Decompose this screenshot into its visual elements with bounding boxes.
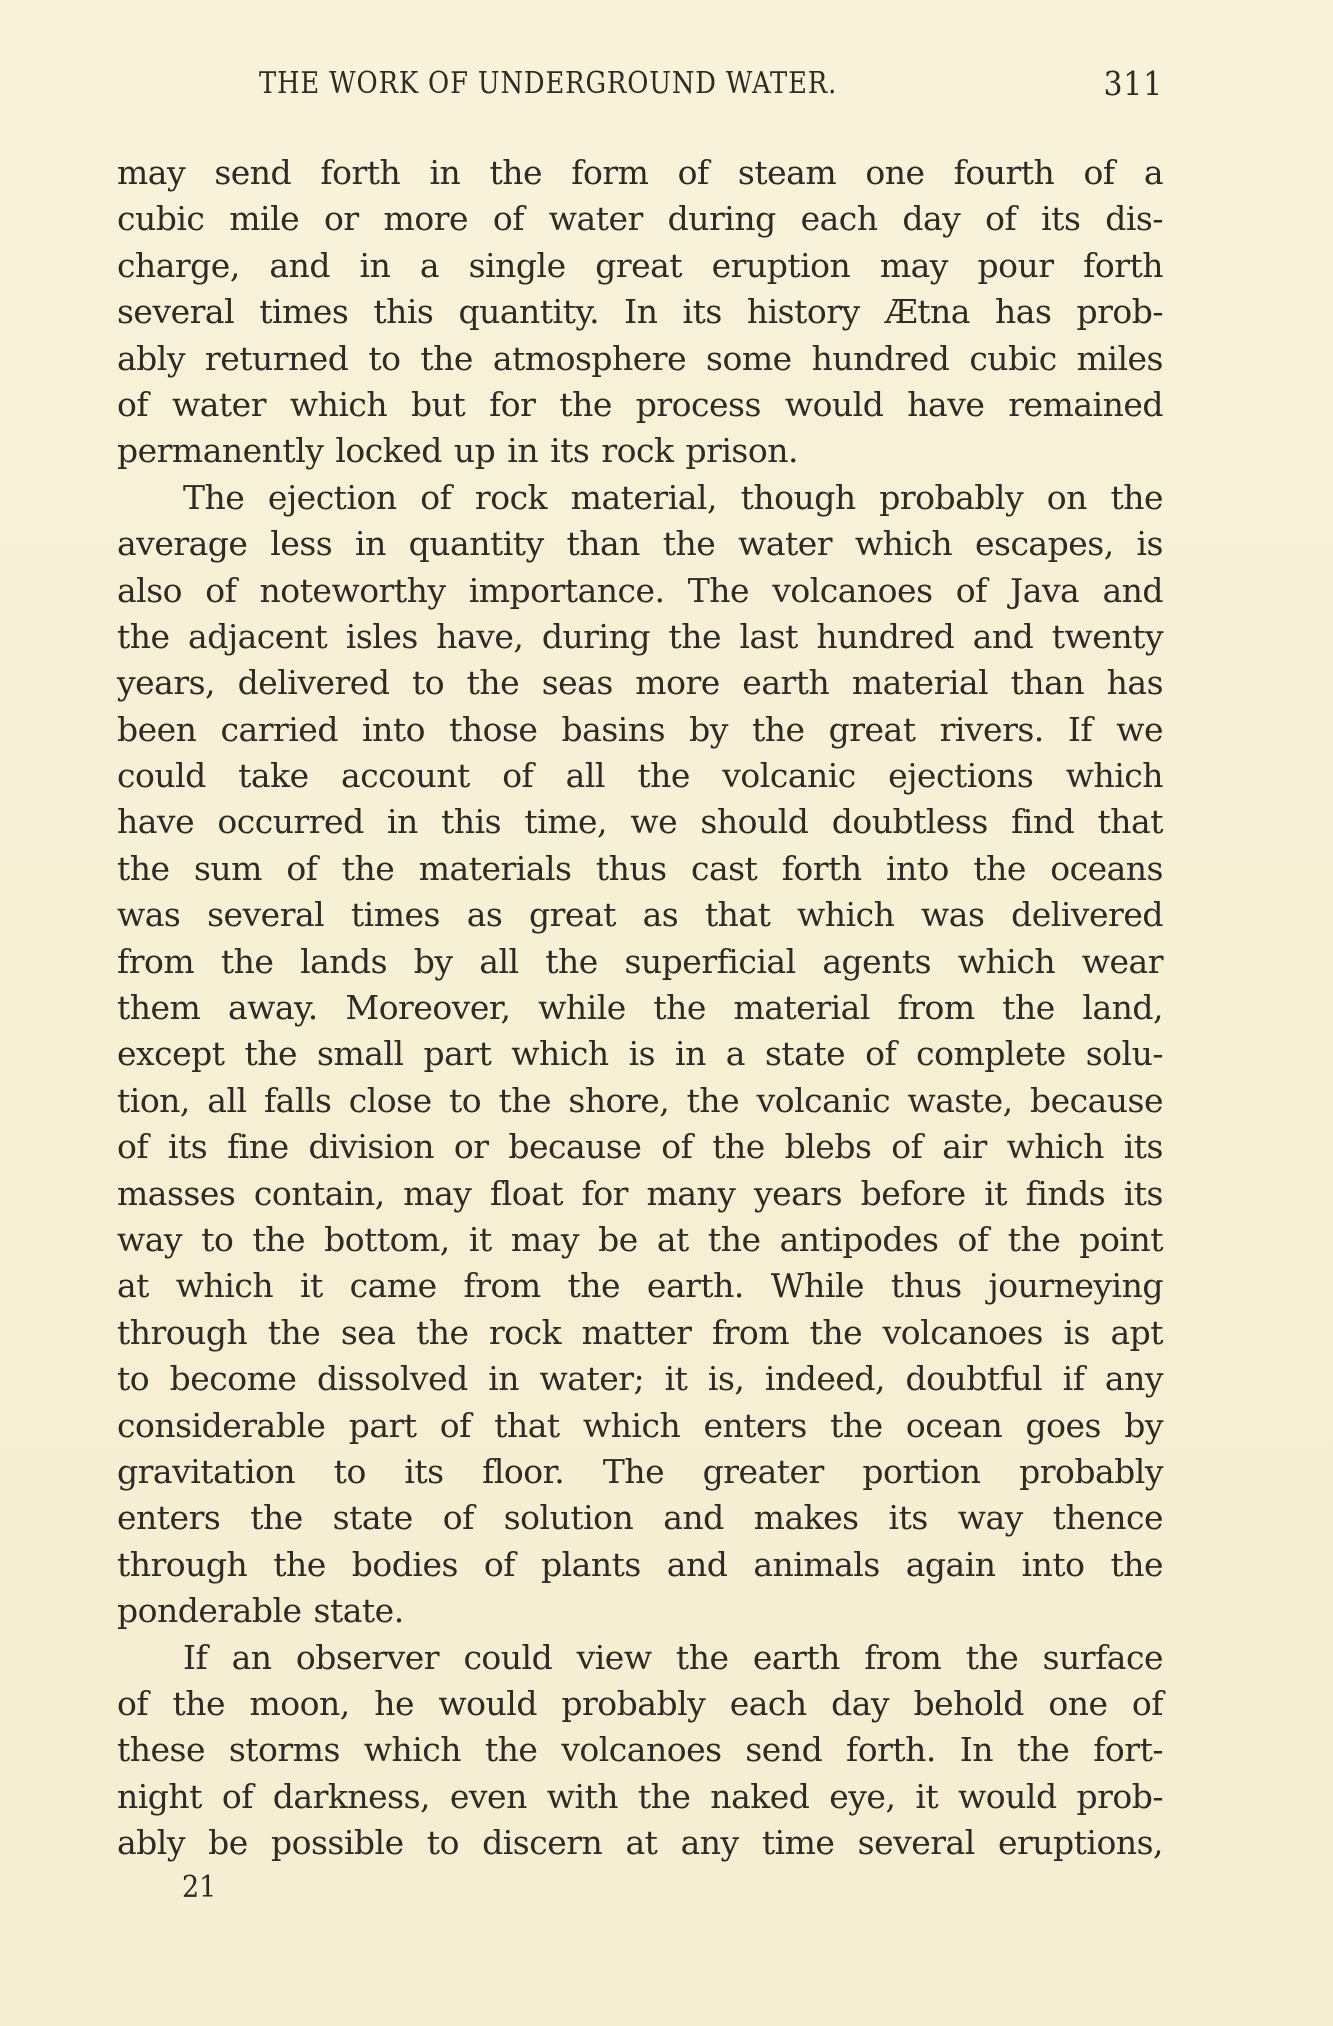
text-line: these storms which the volcanoes send forth. In the fort-	[117, 1730, 1163, 1770]
text-line: from the lands by all the superficial agents which wear	[117, 941, 1163, 981]
text-line: been carried into those basins by the great rivers. If we	[117, 709, 1163, 749]
text-line: to become dissolved in water; it is, indeed, doubtful if any	[117, 1359, 1163, 1399]
text-line: at which it came from the earth. While thus journeying	[117, 1266, 1163, 1306]
page-number: 311	[1103, 64, 1163, 103]
text-line: of its fine division or because of the blebs of air which its	[117, 1127, 1163, 1167]
text-line: ably returned to the atmosphere some hundred cubic miles	[117, 338, 1163, 378]
text-line: through the sea the rock matter from the volcanoes is apt	[117, 1312, 1163, 1352]
text-line: tion, all falls close to the shore, the volcanic waste, because	[117, 1080, 1163, 1120]
signature-mark: 21	[182, 1870, 217, 1905]
text-line: could take account of all the volcanic ejections which	[117, 756, 1163, 796]
text-line: several times this quantity. In its history Ætna has prob-	[117, 292, 1163, 332]
running-head	[117, 66, 1163, 106]
text-line: gravitation to its floor. The greater portion probably	[117, 1451, 1163, 1491]
text-line: the sum of the materials thus cast forth into the oceans	[117, 848, 1163, 888]
text-line: cubic mile or more of water during each day of its dis-	[117, 199, 1163, 239]
text-line: charge, and in a single great eruption may pour forth	[117, 245, 1163, 285]
text-line: ably be possible to discern at any time several eruptions,	[117, 1823, 1163, 1863]
text-line: the adjacent isles have, during the last hundred and twenty	[117, 616, 1163, 656]
text-line: permanently locked up in its rock prison.	[117, 431, 798, 471]
text-line: through the bodies of plants and animals again into the	[117, 1544, 1163, 1584]
running-title: THE WORK OF UNDERGROUND WATER.	[259, 66, 838, 101]
text-line: masses contain, may float for many years before it finds its	[117, 1173, 1163, 1213]
paragraph-start-line: The ejection of rock material, though probably on the	[183, 477, 1163, 517]
text-line: have occurred in this time, we should doubtless find that	[117, 802, 1163, 842]
text-line: was several times as great as that which was delivered	[117, 895, 1163, 935]
text-line: except the small part which is in a state of complete solu-	[117, 1034, 1163, 1074]
text-line: considerable part of that which enters the ocean goes by	[117, 1405, 1163, 1445]
body-text	[117, 150, 1163, 1866]
text-line: ponderable state.	[117, 1591, 404, 1631]
text-line: also of noteworthy importance. The volcanoes of Java and	[117, 570, 1163, 610]
paragraph-start-line: If an observer could view the earth from the surface	[183, 1637, 1163, 1677]
text-line: average less in quantity than the water which escapes, is	[117, 524, 1163, 564]
text-line: may send forth in the form of steam one fourth of a	[117, 153, 1163, 192]
text-line: night of darkness, even with the naked eye, it would prob-	[117, 1776, 1163, 1816]
text-line: years, delivered to the seas more earth material than has	[117, 663, 1163, 703]
text-line: of water which but for the process would have remained	[117, 384, 1163, 424]
text-line: enters the state of solution and makes its way thence	[117, 1498, 1163, 1538]
text-line: of the moon, he would probably each day behold one of	[117, 1683, 1163, 1723]
text-line: them away. Moreover, while the material from the land,	[117, 988, 1163, 1028]
text-line: way to the bottom, it may be at the antipodes of the point	[117, 1219, 1163, 1259]
